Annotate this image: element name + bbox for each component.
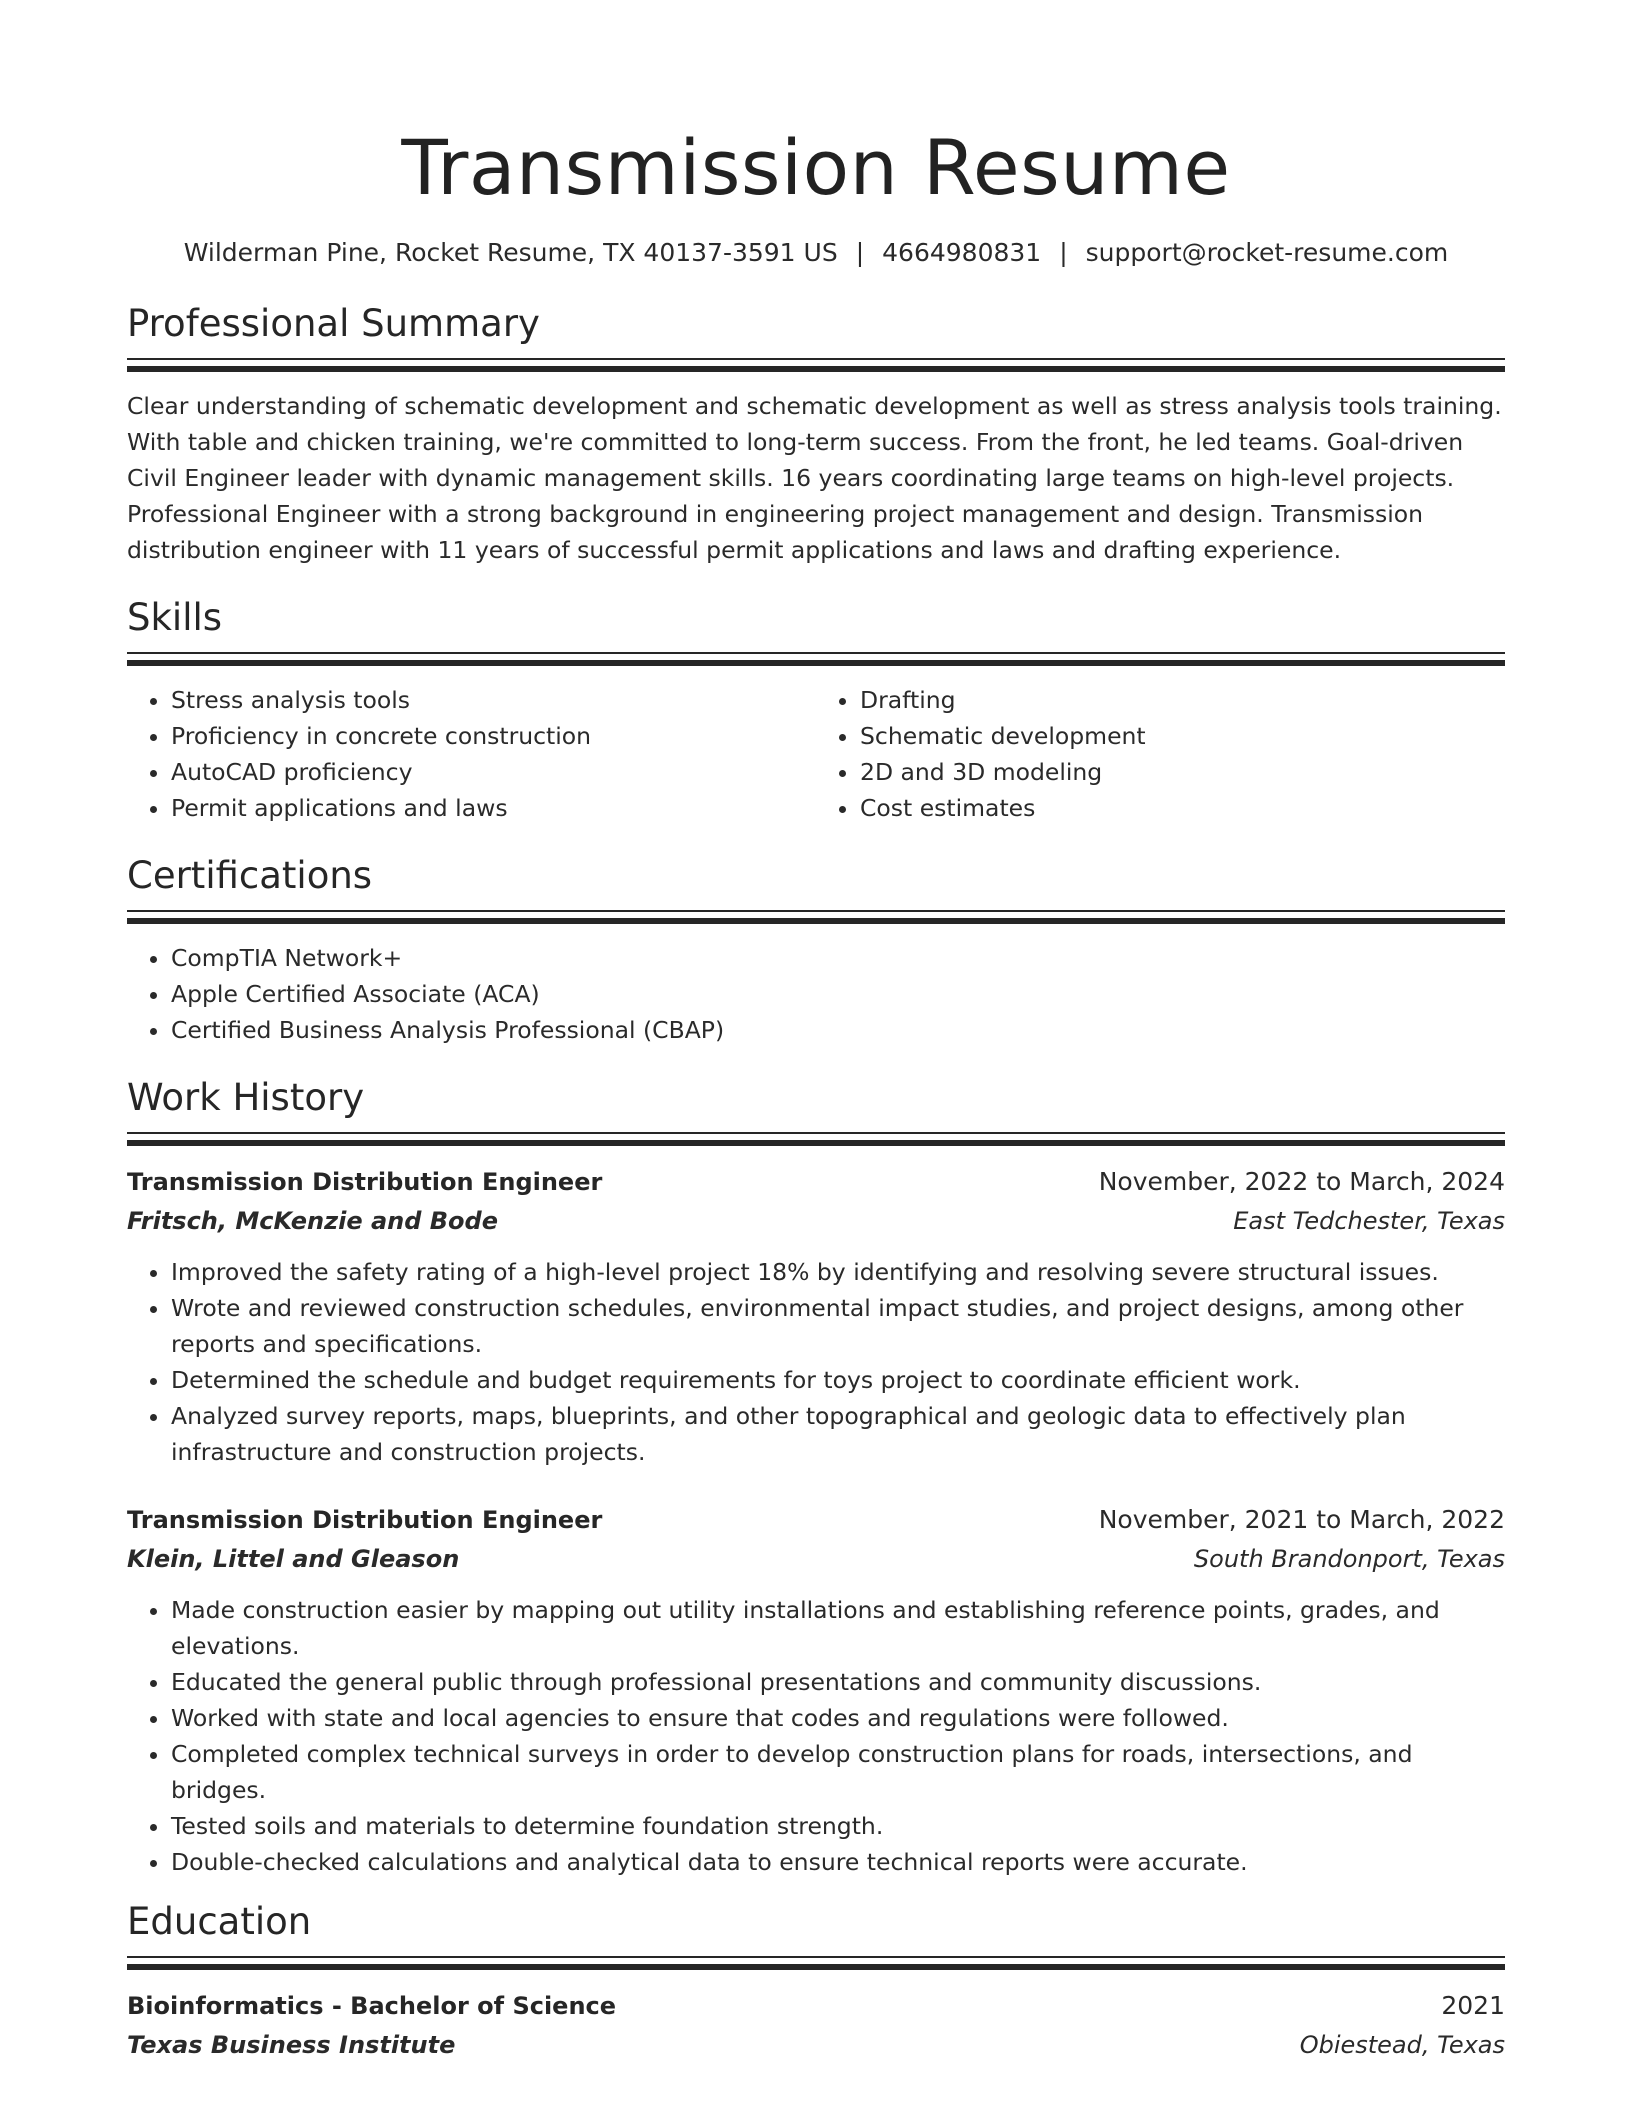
summary-section — [127, 300, 1505, 568]
job-location: South Brandonport, Texas — [1193, 1545, 1505, 1573]
certification-item: • CompTIA Network+ — [171, 940, 1505, 976]
job-bullet: • Wrote and reviewed construction schedules, environmental impact studies, and project designs, among other reports and specifications. — [171, 1290, 1505, 1362]
certifications-list — [127, 940, 1505, 1048]
skill-item: • Proficiency in concrete construction — [171, 718, 816, 754]
job-company-row — [127, 1202, 1505, 1240]
contact-separator: | — [1059, 238, 1068, 267]
job-header-row — [127, 1162, 1505, 1202]
summary-text: Clear understanding of schematic development and schematic development as well as stress analysis tools training. With table and chicken training, we're committed to long-term success. From the front, he led teams. Goal-driven Civil Engineer leader with dynamic management skills. 16 years coordinating large teams on high-level projects. Professional Engineer with a strong background in engineering project management and design. Transmission distribution engineer with 11 years of successful permit applications and laws and drafting experience. — [127, 392, 1502, 564]
education-degree-row — [127, 1986, 1505, 2026]
job-bullet: • Educated the general public through professional presentations and community discussions. — [171, 1664, 1505, 1700]
contact-separator: | — [855, 238, 865, 267]
certification-item: • Certified Business Analysis Professional (CBAP) — [171, 1012, 1505, 1048]
education-school: Texas Business Institute — [127, 2031, 456, 2059]
job-bullet: • Completed complex technical surveys in order to develop construction plans for roads, intersections, and bridges. — [171, 1736, 1505, 1808]
section-title-certifications: Certifications — [127, 854, 373, 897]
contact-phone: 4664980831 — [882, 238, 1042, 267]
job-company: Fritsch, McKenzie and Bode — [127, 1207, 499, 1235]
job-bullet: • Worked with state and local agencies to ensure that codes and regulations were followed. — [171, 1700, 1505, 1736]
education-degree: Bioinformatics - Bachelor of Science — [127, 1992, 617, 2020]
skill-item: • Drafting — [860, 682, 1505, 718]
skill-item: • AutoCAD proficiency — [171, 754, 816, 790]
section-divider — [127, 910, 1505, 926]
skill-item: • Permit applications and laws — [171, 790, 816, 826]
job-bullet: • Made construction easier by mapping out utility installations and establishing reference points, grades, and elevations. — [171, 1592, 1505, 1664]
skills-list-left — [127, 682, 816, 826]
section-divider — [127, 358, 1505, 374]
section-divider — [127, 652, 1505, 668]
job-bullet: • Tested soils and materials to determine foundation strength. — [171, 1808, 1505, 1844]
section-divider — [127, 1956, 1505, 1972]
section-title-skills: Skills — [127, 596, 223, 639]
job-entry — [127, 1500, 1505, 1880]
job-bullet: • Analyzed survey reports, maps, blueprints, and other topographical and geologic data to effectively plan infrastructure and construction projects. — [171, 1398, 1505, 1470]
job-title: Transmission Distribution Engineer — [127, 1506, 603, 1534]
job-title: Transmission Distribution Engineer — [127, 1168, 603, 1196]
contact-address: Wilderman Pine, Rocket Resume, TX 40137-3591 US — [183, 238, 838, 267]
job-entry — [127, 1162, 1505, 1470]
skills-list-right — [816, 682, 1505, 826]
skills-section — [127, 594, 1505, 826]
job-bullet: • Double-checked calculations and analytical data to ensure technical reports were accurate. — [171, 1844, 1505, 1880]
job-bullets — [127, 1592, 1505, 1880]
section-title-work-history: Work History — [127, 1076, 365, 1119]
certifications-section — [127, 852, 1505, 1048]
job-bullet: • Improved the safety rating of a high-level project 18% by identifying and resolving severe structural issues. — [171, 1254, 1505, 1290]
skill-item: • Cost estimates — [860, 790, 1505, 826]
job-location: East Tedchester, Texas — [1233, 1207, 1505, 1235]
skill-item: • Stress analysis tools — [171, 682, 816, 718]
skill-item: • 2D and 3D modeling — [860, 754, 1505, 790]
skill-item: • Schematic development — [860, 718, 1505, 754]
education-location: Obiestead, Texas — [1299, 2031, 1505, 2059]
section-title-summary: Professional Summary — [127, 302, 540, 345]
education-school-row — [127, 2026, 1505, 2064]
job-company: Klein, Littel and Gleason — [127, 1545, 460, 1573]
section-title-education: Education — [127, 1900, 312, 1943]
job-bullet: • Determined the schedule and budget requirements for toys project to coordinate efficient work. — [171, 1362, 1505, 1398]
work-history-section — [127, 1074, 1505, 1880]
contact-email: support@rocket-resume.com — [1085, 238, 1449, 267]
job-company-row — [127, 1540, 1505, 1578]
education-section — [127, 1898, 1505, 2064]
job-dates: November, 2022 to March, 2024 — [1098, 1167, 1505, 1196]
certification-item: • Apple Certified Associate (ACA) — [171, 976, 1505, 1012]
job-header-row — [127, 1500, 1505, 1540]
education-year: 2021 — [1441, 1991, 1505, 2020]
resume-name: Transmission Resume — [401, 123, 1231, 212]
skills-grid — [127, 682, 1505, 826]
section-divider — [127, 1132, 1505, 1148]
job-dates: November, 2021 to March, 2022 — [1098, 1505, 1505, 1534]
job-bullets — [127, 1254, 1505, 1470]
contact-line — [127, 236, 1505, 270]
